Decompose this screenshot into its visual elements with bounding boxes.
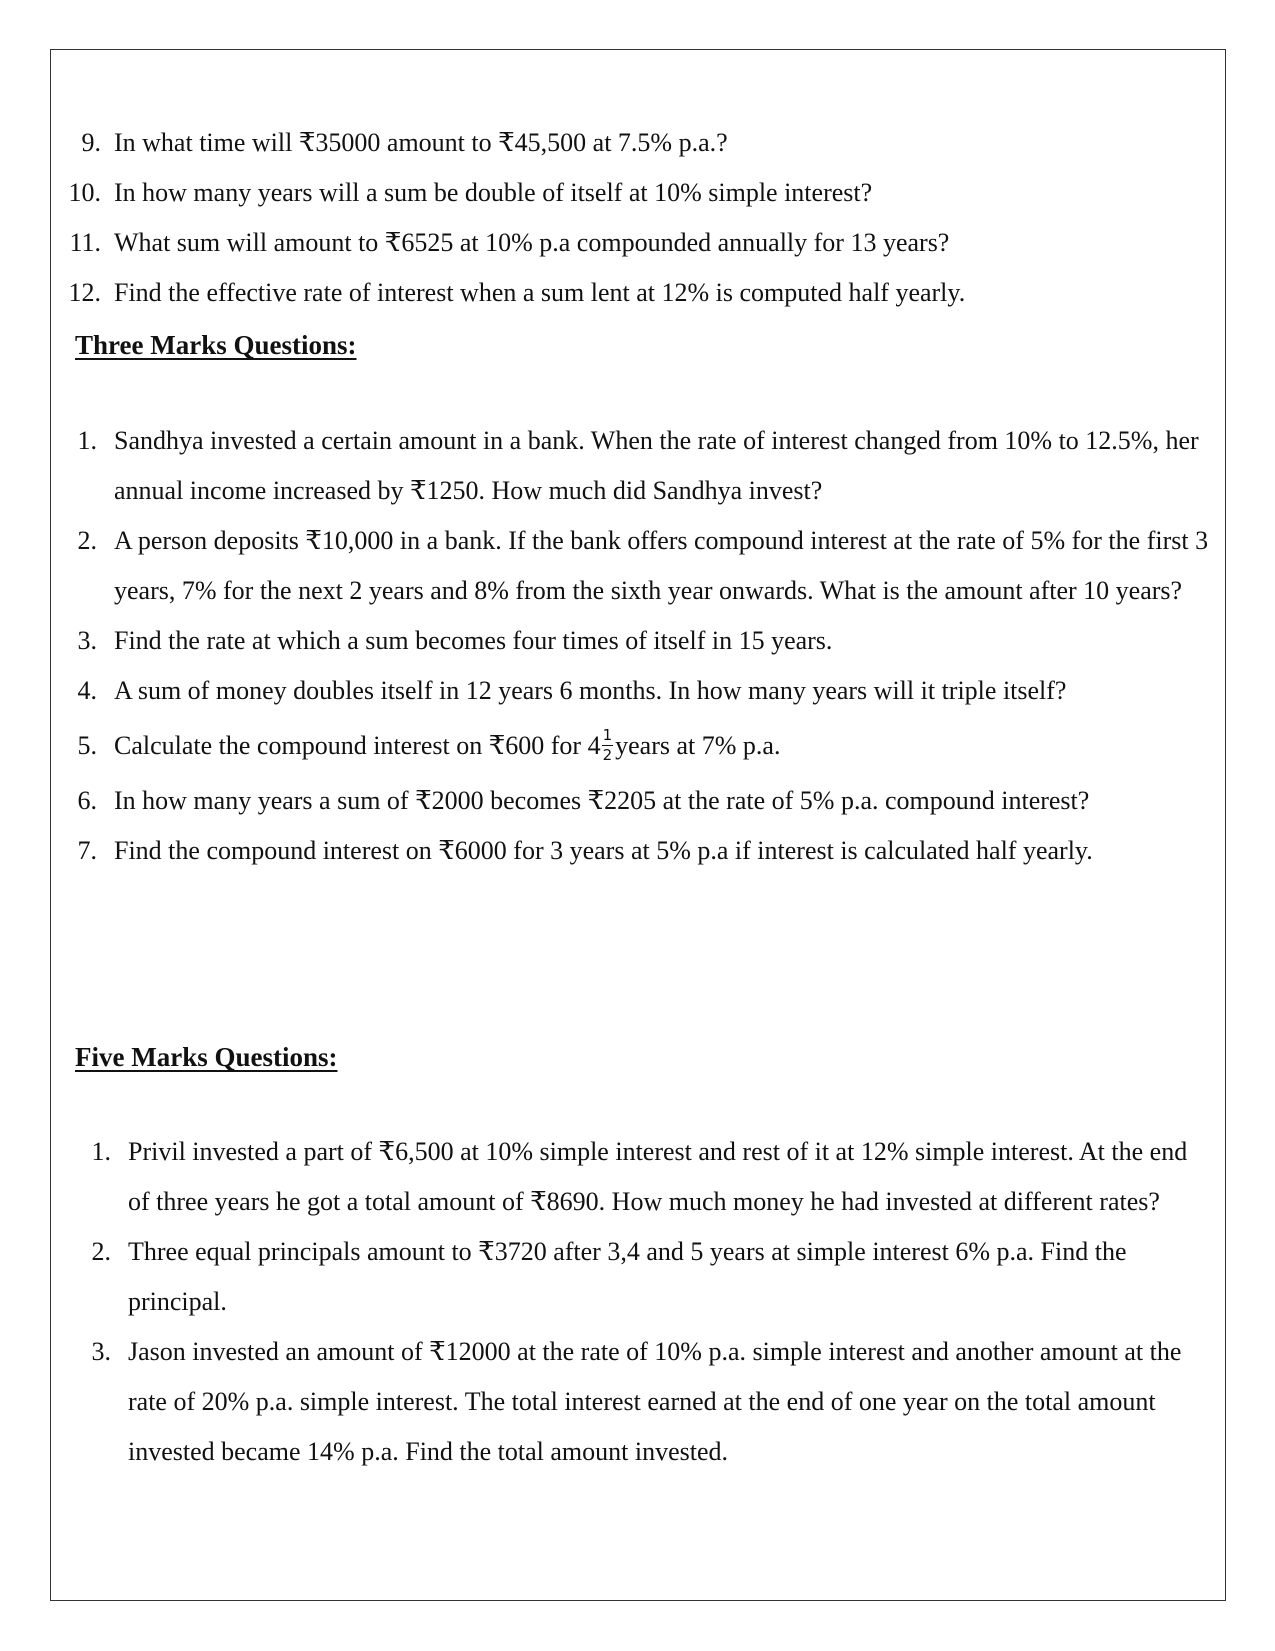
question-number: 3. <box>91 1337 111 1366</box>
question-number: 7. <box>77 836 97 865</box>
question-item <box>51 716 1225 776</box>
continued-question-list <box>51 118 1225 318</box>
five-marks-heading: Five Marks Questions: <box>75 1042 338 1072</box>
question-text: Find the compound interest on ₹6000 for 3 years at 5% p.a if interest is calculated half yearly. <box>114 836 1093 865</box>
question-text: In how many years a sum of ₹2000 becomes ₹2205 at the rate of 5% p.a. compound interest? <box>114 786 1090 815</box>
question-item <box>51 776 1225 826</box>
question-text: In how many years will a sum be double of itself at 10% simple interest? <box>114 178 873 207</box>
fraction-denominator: 2 <box>602 745 613 764</box>
question-item <box>51 268 1225 318</box>
question-text: A sum of money doubles itself in 12 years 6 months. In how many years will it triple itself? <box>114 676 1067 705</box>
question-item <box>51 1127 1225 1227</box>
question-number: 11. <box>69 228 101 257</box>
question-item <box>51 616 1225 666</box>
three-marks-question-list <box>51 416 1225 876</box>
fraction-numerator: 1 <box>602 725 613 744</box>
question-number: 5. <box>77 731 97 760</box>
question-text: In what time will ₹35000 amount to ₹45,500 at 7.5% p.a.? <box>114 128 728 157</box>
question-text: Privil invested a part of ₹6,500 at 10% simple interest and rest of it at 12% simple interest. At the end of three years he got a total amount of ₹8690. How much money he had invested at different rates? <box>128 1137 1188 1216</box>
question-number: 2. <box>77 526 97 555</box>
question-item <box>51 516 1225 616</box>
question-item <box>51 416 1225 516</box>
question-text: Sandhya invested a certain amount in a bank. When the rate of interest changed from 10% to 12.5%, her annual income increased by ₹1250. How much did Sandhya invest? <box>114 426 1199 505</box>
question-number: 10. <box>68 178 101 207</box>
question-item <box>51 826 1225 876</box>
question-item <box>51 168 1225 218</box>
question-text <box>114 716 1214 776</box>
question-number: 6. <box>77 786 97 815</box>
question-number: 2. <box>91 1237 111 1266</box>
five-marks-question-list <box>51 1127 1225 1477</box>
question-text-part: years at 7% p.a. <box>615 731 781 760</box>
question-item <box>51 666 1225 716</box>
question-item <box>51 1327 1225 1477</box>
question-item <box>51 1227 1225 1327</box>
question-text: Three equal principals amount to ₹3720 after 3,4 and 5 years at simple interest 6% p.a. Find the principal. <box>128 1237 1127 1316</box>
question-item <box>51 218 1225 268</box>
question-text-part: Calculate the compound interest on ₹600 for 4 <box>114 731 601 760</box>
three-marks-heading: Three Marks Questions: <box>75 330 357 360</box>
question-text: Jason invested an amount of ₹12000 at the rate of 10% p.a. simple interest and another amount at the rate of 20% p.a. simple interest. The total interest earned at the end of one year on the total amount invested became 14% p.a. Find the total amount invested. <box>128 1337 1182 1466</box>
question-number: 3. <box>77 626 97 655</box>
question-number: 1. <box>91 1137 111 1166</box>
page-frame <box>50 49 1226 1601</box>
question-number: 4. <box>77 676 97 705</box>
question-number: 12. <box>68 278 101 307</box>
question-item <box>51 118 1225 168</box>
question-text: Find the rate at which a sum becomes four times of itself in 15 years. <box>114 626 833 655</box>
fraction <box>602 725 614 764</box>
question-text: What sum will amount to ₹6525 at 10% p.a compounded annually for 13 years? <box>114 228 950 257</box>
question-text: A person deposits ₹10,000 in a bank. If the bank offers compound interest at the rate of 5% for the first 3 years, 7% for the next 2 years and 8% from the sixth year onwards. What is the amount after 10 years? <box>114 526 1209 605</box>
question-text: Find the effective rate of interest when a sum lent at 12% is computed half yearly. <box>114 278 966 307</box>
question-number: 9. <box>81 128 101 157</box>
question-number: 1. <box>77 426 97 455</box>
